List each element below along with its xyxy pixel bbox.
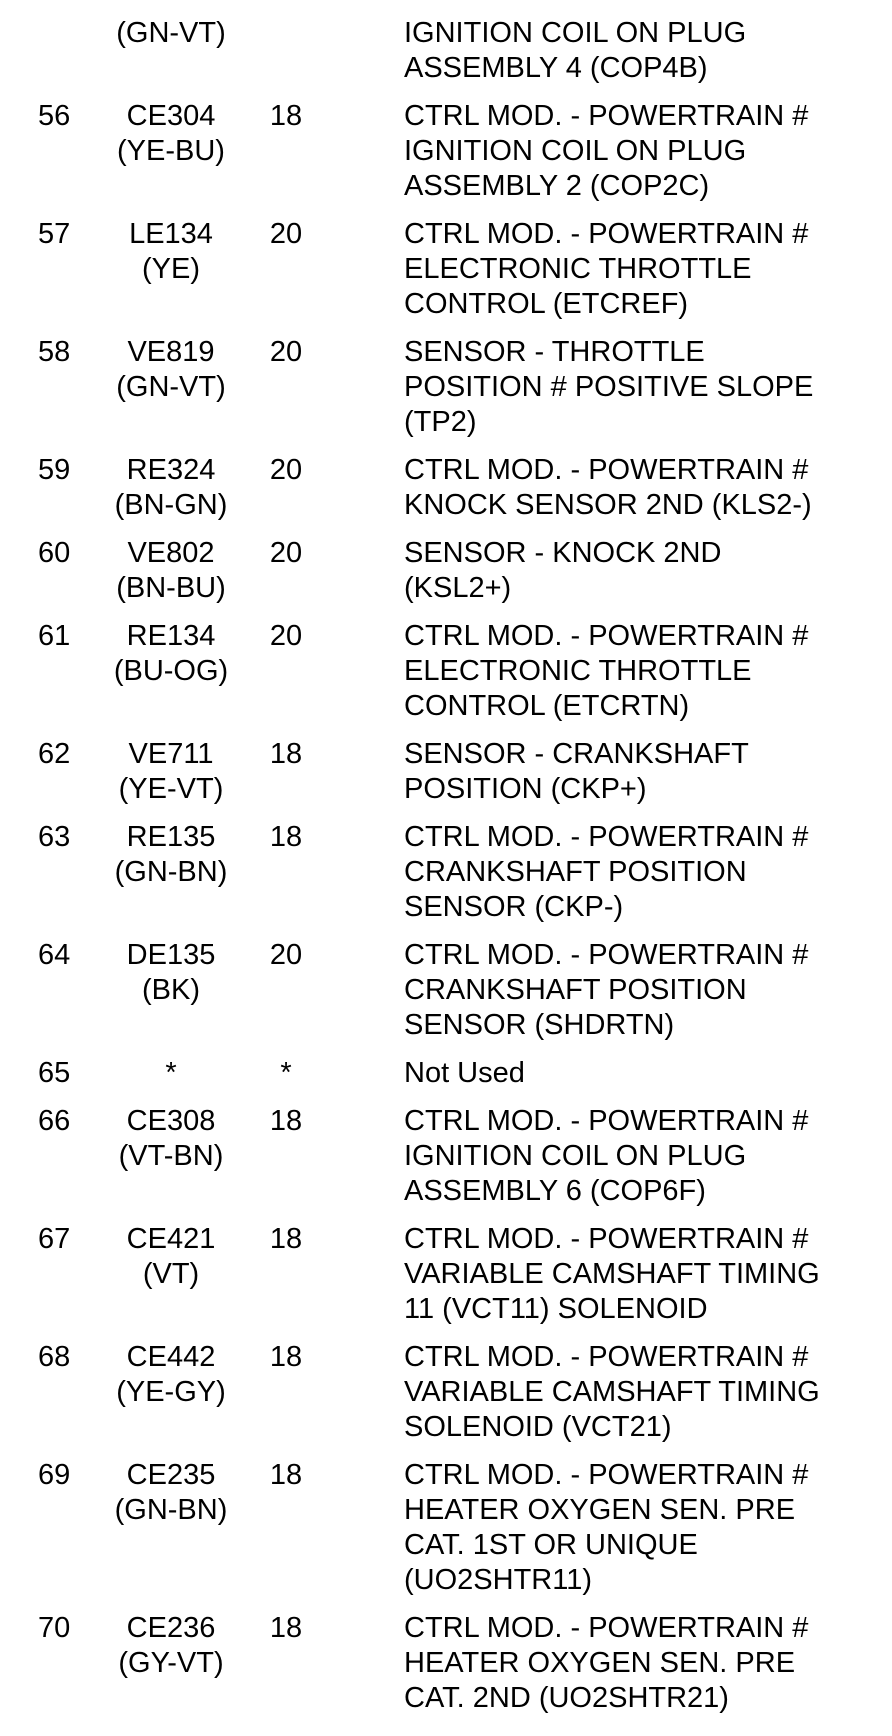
wire-color: (YE-VT): [118, 773, 224, 805]
description-line: (UO2SHTR11): [404, 1564, 592, 1596]
description-line: CTRL MOD. - POWERTRAIN #: [404, 821, 809, 853]
wire-gauge: 18: [269, 1459, 303, 1491]
circuit-cell: [96, 1611, 246, 1681]
description-line: CTRL MOD. - POWERTRAIN #: [404, 1459, 809, 1491]
wire-gauge: 20: [269, 454, 303, 486]
description-line: CTRL MOD. - POWERTRAIN #: [404, 939, 809, 971]
circuit-cell: [96, 335, 246, 405]
wire-gauge: 20: [269, 537, 303, 569]
circuit-cell: [96, 1222, 246, 1292]
wire-color: (YE-GY): [116, 1376, 226, 1408]
description-line: CTRL MOD. - POWERTRAIN #: [404, 1612, 809, 1644]
wire-color: (YE): [142, 253, 200, 285]
wire-color: (VT-BN): [118, 1140, 224, 1172]
wire-color: (VT): [142, 1258, 200, 1290]
table-row: [0, 217, 892, 322]
circuit-id: RE135: [126, 821, 216, 853]
pin-number: 56: [38, 100, 71, 132]
circuit-id: CE308: [126, 1105, 216, 1137]
wire-color: (BU-OG): [113, 655, 229, 687]
circuit-id: CE304: [126, 100, 216, 132]
pin-number: 65: [38, 1057, 71, 1089]
wire-gauge: 18: [269, 1223, 303, 1255]
circuit-cell: [96, 16, 246, 51]
wire-gauge: 20: [269, 939, 303, 971]
table-row: [0, 1611, 892, 1716]
wire-gauge: 18: [269, 821, 303, 853]
circuit-id: RE324: [126, 454, 216, 486]
wire-gauge: 18: [269, 100, 303, 132]
circuit-description: [404, 1611, 808, 1716]
wire-color: (GN-BN): [114, 856, 228, 888]
pin-table: [0, 16, 892, 1729]
table-row: [0, 536, 892, 606]
description-line: POSITION (CKP+): [404, 773, 647, 805]
circuit-description: [404, 1222, 820, 1327]
table-row: [0, 453, 892, 523]
circuit-description: [404, 536, 721, 606]
table-row: [0, 1056, 892, 1091]
circuit-id: DE135: [126, 939, 216, 971]
description-line: CTRL MOD. - POWERTRAIN #: [404, 454, 809, 486]
circuit-cell: [96, 737, 246, 807]
circuit-description: [404, 1340, 820, 1445]
table-row: [0, 619, 892, 724]
pin-number: 70: [38, 1612, 71, 1644]
description-line: SENSOR - KNOCK 2ND: [404, 537, 722, 569]
description-line: CRANKSHAFT POSITION: [404, 856, 747, 888]
circuit-cell: [96, 1458, 246, 1528]
pin-number: 59: [38, 454, 71, 486]
wire-color: (GY-VT): [118, 1647, 224, 1679]
description-line: CONTROL (ETCRTN): [404, 690, 690, 722]
pin-number: 68: [38, 1341, 71, 1373]
circuit-description: [404, 938, 808, 1043]
circuit-cell: [96, 1104, 246, 1174]
pin-number: 61: [38, 620, 71, 652]
description-line: IGNITION COIL ON PLUG: [404, 135, 747, 167]
circuit-cell: [96, 1340, 246, 1410]
description-line: CAT. 1ST OR UNIQUE: [404, 1529, 698, 1561]
wire-color: (GN-VT): [116, 17, 226, 49]
pin-number: 64: [38, 939, 71, 971]
circuit-id: CE236: [126, 1612, 216, 1644]
circuit-cell: [96, 820, 246, 890]
circuit-description: [404, 1458, 808, 1598]
description-line: 11 (VCT11) SOLENOID: [404, 1293, 708, 1325]
description-line: IGNITION COIL ON PLUG: [404, 1140, 747, 1172]
wire-gauge: 18: [269, 1612, 303, 1644]
description-line: VARIABLE CAMSHAFT TIMING: [404, 1258, 820, 1290]
description-line: CONTROL (ETCREF): [404, 288, 689, 320]
circuit-id: LE134: [129, 218, 213, 250]
table-row: [0, 335, 892, 440]
circuit-description: [404, 619, 808, 724]
circuit-id: RE134: [126, 620, 216, 652]
circuit-description: [404, 1104, 808, 1209]
circuit-cell: [96, 99, 246, 169]
description-line: ASSEMBLY 4 (COP4B): [404, 52, 708, 84]
wire-gauge: 20: [269, 218, 303, 250]
table-row: [0, 1458, 892, 1598]
description-line: ASSEMBLY 6 (COP6F): [404, 1175, 706, 1207]
circuit-id: VE802: [127, 537, 215, 569]
description-line: SENSOR - THROTTLE: [404, 336, 705, 368]
pin-number: 66: [38, 1105, 71, 1137]
circuit-id: VE819: [127, 336, 215, 368]
description-line: IGNITION COIL ON PLUG: [404, 17, 747, 49]
pin-number: 57: [38, 218, 71, 250]
circuit-cell: [96, 536, 246, 606]
pin-number: 58: [38, 336, 71, 368]
circuit-id: CE421: [126, 1223, 216, 1255]
table-row: [0, 99, 892, 204]
wire-color: (GN-BN): [114, 1494, 228, 1526]
description-line: KNOCK SENSOR 2ND (KLS2-): [404, 489, 812, 521]
description-line: SENSOR (SHDRTN): [404, 1009, 675, 1041]
circuit-cell: [96, 453, 246, 523]
description-line: CTRL MOD. - POWERTRAIN #: [404, 1105, 809, 1137]
description-line: SOLENOID (VCT21): [404, 1411, 672, 1443]
description-line: CRANKSHAFT POSITION: [404, 974, 747, 1006]
table-row: [0, 737, 892, 807]
table-row: [0, 1222, 892, 1327]
description-line: SENSOR (CKP-): [404, 891, 624, 923]
wire-color: (YE-BU): [117, 135, 225, 167]
table-row: [0, 1104, 892, 1209]
circuit-description: [404, 1056, 525, 1091]
circuit-cell: [96, 619, 246, 689]
table-row: [0, 1340, 892, 1445]
wire-gauge: 20: [269, 336, 303, 368]
description-line: CTRL MOD. - POWERTRAIN #: [404, 620, 809, 652]
description-line: HEATER OXYGEN SEN. PRE: [404, 1647, 796, 1679]
wire-gauge: 20: [269, 620, 303, 652]
circuit-cell: [96, 217, 246, 287]
description-line: CTRL MOD. - POWERTRAIN #: [404, 100, 809, 132]
pin-number: 60: [38, 537, 71, 569]
circuit-cell: [96, 938, 246, 1008]
circuit-id: *: [165, 1057, 177, 1089]
wire-gauge: 18: [269, 1341, 303, 1373]
description-line: CTRL MOD. - POWERTRAIN #: [404, 1223, 809, 1255]
pin-number: 63: [38, 821, 71, 853]
circuit-description: [404, 453, 812, 523]
wire-color: (BN-BU): [116, 572, 226, 604]
description-line: HEATER OXYGEN SEN. PRE: [404, 1494, 796, 1526]
pin-number: 67: [38, 1223, 71, 1255]
description-line: ASSEMBLY 2 (COP2C): [404, 170, 710, 202]
circuit-id: CE442: [126, 1341, 216, 1373]
wire-color: (GN-VT): [116, 371, 226, 403]
wire-gauge: 18: [269, 738, 303, 770]
wire-gauge: 18: [269, 1105, 303, 1137]
description-line: (KSL2+): [404, 572, 512, 604]
circuit-id: CE235: [126, 1459, 216, 1491]
pin-number: 62: [38, 738, 71, 770]
circuit-cell: [96, 1056, 246, 1091]
circuit-description: [404, 99, 808, 204]
description-line: CTRL MOD. - POWERTRAIN #: [404, 218, 809, 250]
circuit-description: [404, 217, 808, 322]
wire-color: (BK): [142, 974, 200, 1006]
description-line: (TP2): [404, 406, 477, 438]
description-line: SENSOR - CRANKSHAFT: [404, 738, 749, 770]
description-line: ELECTRONIC THROTTLE: [404, 655, 752, 687]
wire-gauge: *: [280, 1057, 292, 1089]
circuit-description: [404, 16, 746, 86]
description-line: VARIABLE CAMSHAFT TIMING: [404, 1376, 820, 1408]
table-row: [0, 820, 892, 925]
table-row: [0, 16, 892, 86]
description-line: CAT. 2ND (UO2SHTR21): [404, 1682, 729, 1714]
pin-number: 69: [38, 1459, 71, 1491]
circuit-description: [404, 820, 808, 925]
description-line: ELECTRONIC THROTTLE: [404, 253, 752, 285]
table-row: [0, 938, 892, 1043]
description-line: POSITION # POSITIVE SLOPE: [404, 371, 814, 403]
circuit-id: VE711: [128, 738, 214, 770]
description-line: CTRL MOD. - POWERTRAIN #: [404, 1341, 809, 1373]
description-line: Not Used: [404, 1057, 525, 1089]
circuit-description: [404, 335, 813, 440]
circuit-description: [404, 737, 749, 807]
wire-color: (BN-GN): [114, 489, 228, 521]
